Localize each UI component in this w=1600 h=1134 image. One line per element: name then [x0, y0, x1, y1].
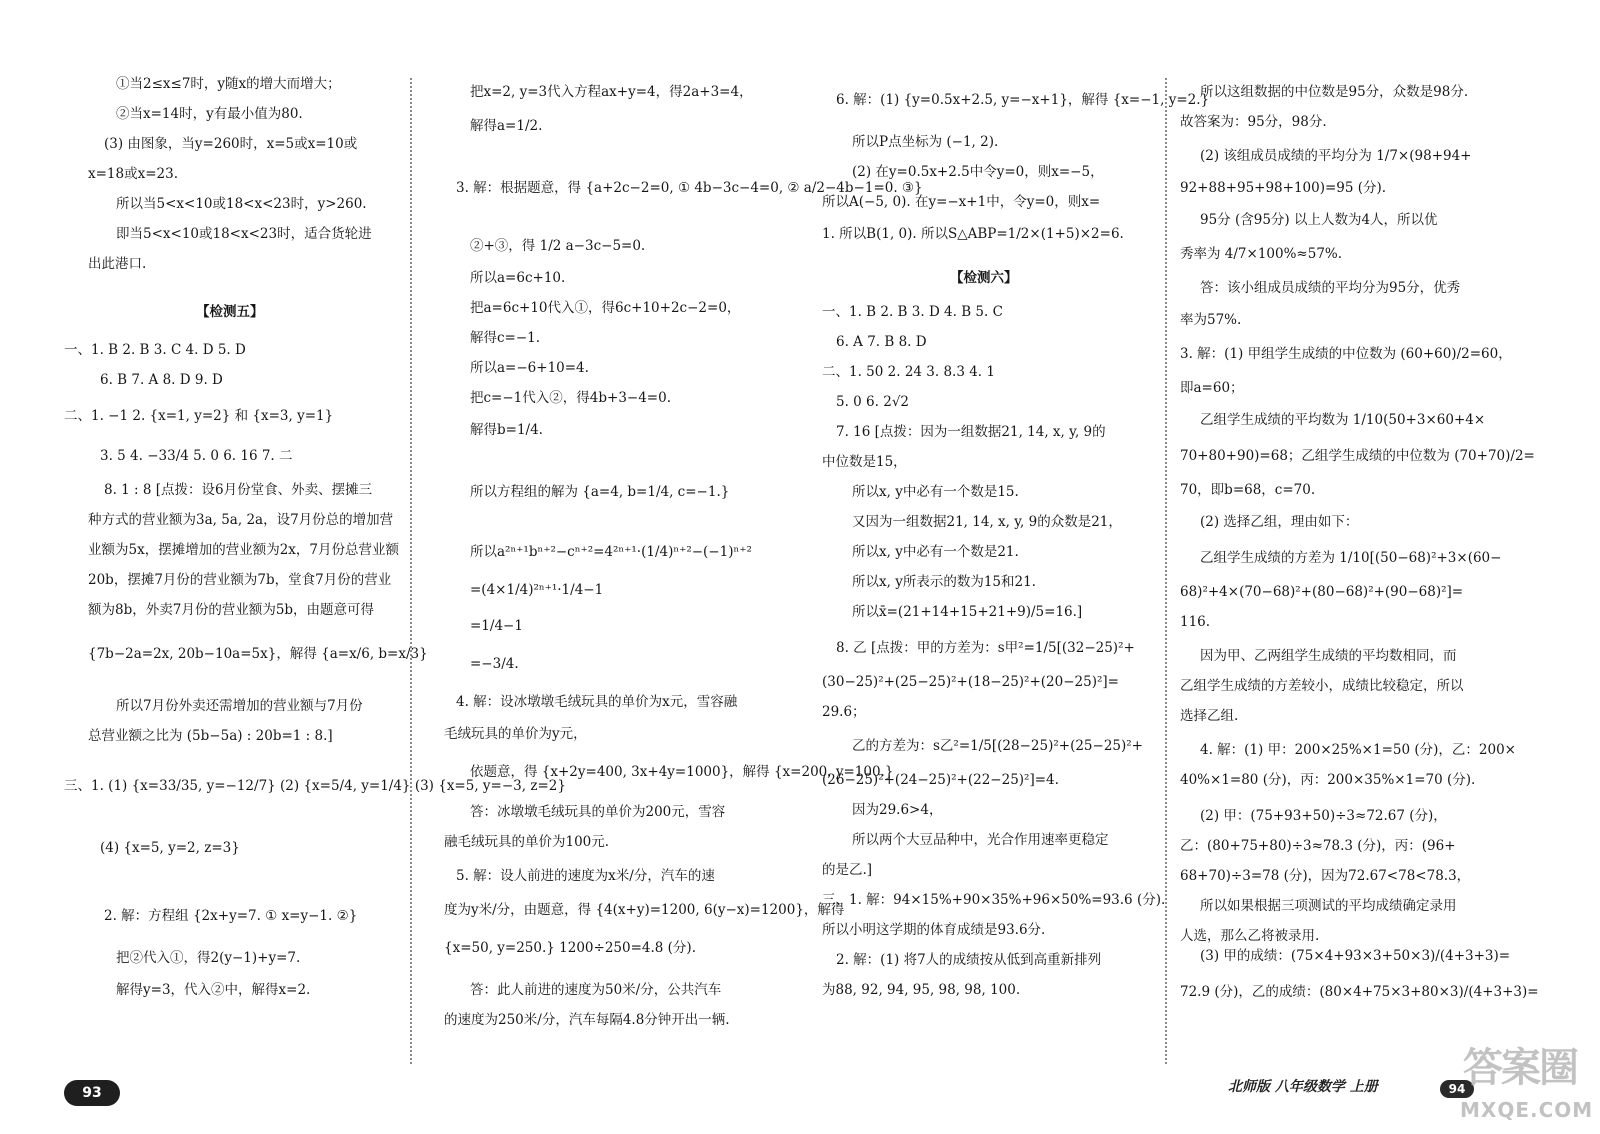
text-line: 率为57%. — [1180, 312, 1242, 328]
text-line: (2) 甲：(75+93+50)÷3≈72.67 (分)， — [1200, 808, 1447, 824]
text-line: (26−25)²+(24−25)²+(22−25)²]=4. — [822, 772, 1059, 788]
text-line: {7b−2a=2x, 20b−10a=5x}，解得 {a=x/6, b=x/3} — [88, 646, 428, 662]
text-line: 的是乙.] — [822, 862, 873, 878]
text-line: 乙组学生成绩的平均数为 1/10(50+3×60+4× — [1200, 412, 1486, 428]
text-line: 故答案为：95分，98分. — [1180, 114, 1327, 130]
text-line: 出此港口. — [88, 256, 147, 272]
text-line: 三、1. 解：94×15%+90×35%+96×50%=93.6 (分). — [822, 892, 1166, 908]
text-line: 解得y=3，代入②中，解得x=2. — [116, 982, 311, 998]
text-line: 29.6； — [822, 704, 866, 720]
text-line: 116. — [1180, 614, 1211, 630]
text-line: 70，即b=68，c=70. — [1180, 482, 1316, 498]
text-line: (2) 在y=0.5x+2.5中令y=0，则x=−5， — [852, 164, 1104, 180]
text-line: 所以x, y中必有一个数是15. — [852, 484, 1019, 500]
text-line: 2. 解：(1) 将7人的成绩按从低到高重新排列 — [836, 952, 1102, 968]
text-line: (30−25)²+(25−25)²+(18−25)²+(20−25)²]= — [822, 674, 1119, 690]
text-line: 一、1. B 2. B 3. D 4. B 5. C — [822, 304, 1003, 320]
text-line: 2. 解：方程组 {2x+y=7. ① x=y−1. ②} — [104, 908, 358, 924]
text-line: 为88, 92, 94, 95, 98, 98, 100. — [822, 982, 1021, 998]
text-line: 乙组学生成绩的方差较小，成绩比较稳定，所以 — [1180, 678, 1464, 694]
text-line: 度为y米/分，由题意，得 {4(x+y)=1200, 6(y−x)=1200}，解得 — [444, 902, 845, 918]
text-line: 所以7月份外卖还需增加的营业额与7月份 — [116, 698, 363, 714]
text-line: 70+80+90)=68；乙组学生成绩的中位数为 (70+70)/2= — [1180, 448, 1535, 464]
text-line: 因为29.6>4， — [852, 802, 943, 818]
text-line: =1/4−1 — [470, 618, 523, 634]
text-line: x=18或x=23. — [88, 166, 178, 182]
text-line: 6. A 7. B 8. D — [836, 334, 927, 350]
text-line: 答：冰墩墩毛绒玩具的单价为200元，雪容 — [470, 804, 726, 820]
text-line: 所以两个大豆品种中，光合作用速率更稳定 — [852, 832, 1109, 848]
text-line: 8. 1 : 8 [点拨：设6月份堂食、外卖、摆摊三 — [104, 482, 373, 498]
watermark — [1460, 1045, 1594, 1128]
text-line: 3. 解：(1) 甲组学生成绩的中位数为 (60+60)/2=60， — [1180, 346, 1512, 362]
text-line: 8. 乙 [点拨：甲的方差为：s甲²=1/5[(32−25)²+ — [836, 640, 1135, 656]
text-line: 答：此人前进的速度为50米/分，公共汽车 — [470, 982, 722, 998]
answer-column-4 — [1180, 70, 1558, 1134]
text-line: 4. 解：设冰墩墩毛绒玩具的单价为x元，雪容融 — [456, 694, 738, 710]
text-line: (3) 甲的成绩：(75×4+93×3+50×3)/(4+3+3)= — [1200, 948, 1511, 964]
text-line: 毛绒玩具的单价为y元， — [444, 726, 587, 742]
text-line: (4) {x=5, y=2, z=3} — [100, 840, 240, 856]
text-line: 把c=−1代入②，得4b+3−4=0. — [470, 390, 671, 406]
text-line: 所以小明这学期的体育成绩是93.6分. — [822, 922, 1046, 938]
text-line: 融毛绒玩具的单价为100元. — [444, 834, 610, 850]
text-line: 乙：(80+75+80)÷3≈78.3 (分)，丙：(96+ — [1180, 838, 1456, 854]
text-line: 1. 所以B(1, 0). 所以S△ABP=1/2×(1+5)×2=6. — [822, 226, 1124, 242]
text-line: 所以x̄=(21+14+15+21+9)/5=16.] — [852, 604, 1083, 620]
text-line: 所以a²ⁿ⁺¹bⁿ⁺²−cⁿ⁺²=4²ⁿ⁺¹·(1/4)ⁿ⁺²−(−1)ⁿ⁺² — [470, 544, 752, 560]
text-line: 种方式的营业额为3a, 5a, 2a，设7月份总的增加营 — [88, 512, 394, 528]
text-line: 所以a=−6+10=4. — [470, 360, 589, 376]
text-line: 解得c=−1. — [470, 330, 541, 346]
text-line: 把a=6c+10代入①，得6c+10+2c−2=0， — [470, 300, 741, 316]
text-line: 68+70)÷3=78 (分)，因为72.67<78<78.3， — [1180, 868, 1471, 884]
text-line: 95分 (含95分) 以上人数为4人，所以优 — [1200, 212, 1438, 228]
text-line: =−3/4. — [470, 656, 519, 672]
text-line: 所以P点坐标为 (−1, 2). — [852, 134, 999, 150]
text-line: 解得b=1/4. — [470, 422, 543, 438]
text-line: 3. 解：根据题意，得 {a+2c−2=0, ① 4b−3c−4=0, ② a/2−4b−1=0. ③} — [456, 180, 923, 196]
text-line: 答：该小组成员成绩的平均分为95分，优秀 — [1200, 280, 1461, 296]
text-line: 又因为一组数据21, 14, x, y, 9的众数是21， — [852, 514, 1122, 530]
text-line: 二、1. −1 2. {x=1, y=2} 和 {x=3, y=1} — [64, 408, 334, 424]
text-line: 所以x, y中必有一个数是21. — [852, 544, 1019, 560]
text-line: 所以x, y所表示的数为15和21. — [852, 574, 1036, 590]
watermark-url: MXQE.COM — [1460, 1098, 1594, 1122]
text-line: 依题意，得 {x+2y=400, 3x+4y=1000}，解得 {x=200, y=100.} — [470, 764, 894, 780]
text-line: 即当5<x<10或18<x<23时，适合货轮进 — [116, 226, 372, 242]
text-line: 选择乙组. — [1180, 708, 1239, 724]
text-line: 因为甲、乙两组学生成绩的平均数相同，而 — [1200, 648, 1457, 664]
text-line: 6. B 7. A 8. D 9. D — [100, 372, 223, 388]
text-line: 68)²+4×(70−68)²+(80−68)²+(90−68)²]= — [1180, 584, 1464, 600]
text-line: 秀率为 4/7×100%≈57%. — [1180, 246, 1343, 262]
text-line: ①当2≤x≤7时，y随x的增大而增大； — [116, 76, 341, 92]
text-line: 一、1. B 2. B 3. C 4. D 5. D — [64, 342, 246, 358]
text-line: 所以这组数据的中位数是95分，众数是98分. — [1200, 84, 1469, 100]
text-line: =(4×1/4)²ⁿ⁺¹·1/4−1 — [470, 582, 604, 598]
text-line: 40%×1=80 (分)，丙：200×35%×1=70 (分). — [1180, 772, 1476, 788]
text-line: 72.9 (分)，乙的成绩：(80×4+75×3+80×3)/(4+3+3)= — [1180, 984, 1539, 1000]
watermark-logo: 答案圈 — [1463, 1045, 1577, 1091]
text-line: 乙的方差为：s乙²=1/5[(28−25)²+(25−25)²+ — [852, 738, 1143, 754]
text-line: 所以a=6c+10. — [470, 270, 566, 286]
text-line: 乙组学生成绩的方差为 1/10[(50−68)²+3×(60− — [1200, 550, 1502, 566]
text-line: 把②代入①，得2(y−1)+y=7. — [116, 950, 301, 966]
text-line: 额为8b，外卖7月份的营业额为5b，由题意可得 — [88, 602, 375, 618]
book-info: 北师版 八年级数学 上册 — [1228, 1079, 1378, 1095]
text-line: 7. 16 [点拨：因为一组数据21, 14, x, y, 9的 — [836, 424, 1106, 440]
text-line: 所以当5<x<10或18<x<23时，y>260. — [116, 196, 367, 212]
page-number-badge: 93 — [64, 1080, 120, 1106]
text-line: (3) 由图象，当y=260时，x=5或x=10或 — [104, 136, 358, 152]
text-line: (2) 该组成员成绩的平均分为 1/7×(98+94+ — [1200, 148, 1472, 164]
text-line: 所以如果根据三项测试的平均成绩确定录用 — [1200, 898, 1457, 914]
text-line: 人选，那么乙将被录用. — [1180, 928, 1320, 944]
text-line: 3. 5 4. −33/4 5. 0 6. 16 7. 二 — [100, 448, 293, 464]
section-heading: 【检测六】 — [950, 270, 1018, 286]
text-line: (2) 选择乙组，理由如下： — [1200, 514, 1359, 530]
text-line: 解得a=1/2. — [470, 118, 543, 134]
text-line: 把x=2, y=3代入方程ax+y=4，得2a+3=4， — [470, 84, 753, 100]
column-divider — [1165, 78, 1167, 1064]
text-line: {x=50, y=250.} 1200÷250=4.8 (分). — [444, 940, 696, 956]
text-line: 92+88+95+98+100)=95 (分). — [1180, 180, 1387, 196]
text-line: 总营业额之比为 (5b−5a) : 20b=1 : 8.] — [88, 728, 333, 744]
text-line: 中位数是15， — [822, 454, 907, 470]
text-line: 所以A(−5, 0). 在y=−x+1中，令y=0，则x= — [822, 194, 1101, 210]
text-line: 的速度为250米/分，汽车每隔4.8分钟开出一辆. — [444, 1012, 730, 1028]
text-line: ②当x=14时，y有最小值为80. — [116, 106, 303, 122]
column-divider — [410, 78, 412, 1064]
text-line: 即a=60； — [1180, 380, 1244, 396]
text-line: ②+③，得 1/2 a−3c−5=0. — [470, 238, 646, 254]
text-line: 6. 解：(1) {y=0.5x+2.5, y=−x+1}，解得 {x=−1, y=2.} — [836, 92, 1210, 108]
text-line: 5. 解：设人前进的速度为x米/分，汽车的速 — [456, 868, 715, 884]
text-line: 三、1. (1) {x=33/35, y=−12/7} (2) {x=5/4, y=1/4} (3) {x=5, y=−3, z=2} — [64, 778, 566, 794]
text-line: 5. 0 6. 2√2 — [836, 394, 910, 410]
section-heading: 【检测五】 — [196, 304, 264, 320]
text-line: 20b，摆摊7月份的营业额为7b，堂食7月份的营业 — [88, 572, 392, 588]
text-line: 4. 解：(1) 甲：200×25%×1=50 (分)，乙：200× — [1200, 742, 1516, 758]
text-line: 所以方程组的解为 {a=4, b=1/4, c=−1.} — [470, 484, 730, 500]
text-line: 二、1. 50 2. 24 3. 8.3 4. 1 — [822, 364, 995, 380]
page-number-badge-right: 94 — [1440, 1080, 1474, 1098]
text-line: 业额为5x，摆摊增加的营业额为2x，7月份总营业额 — [88, 542, 399, 558]
